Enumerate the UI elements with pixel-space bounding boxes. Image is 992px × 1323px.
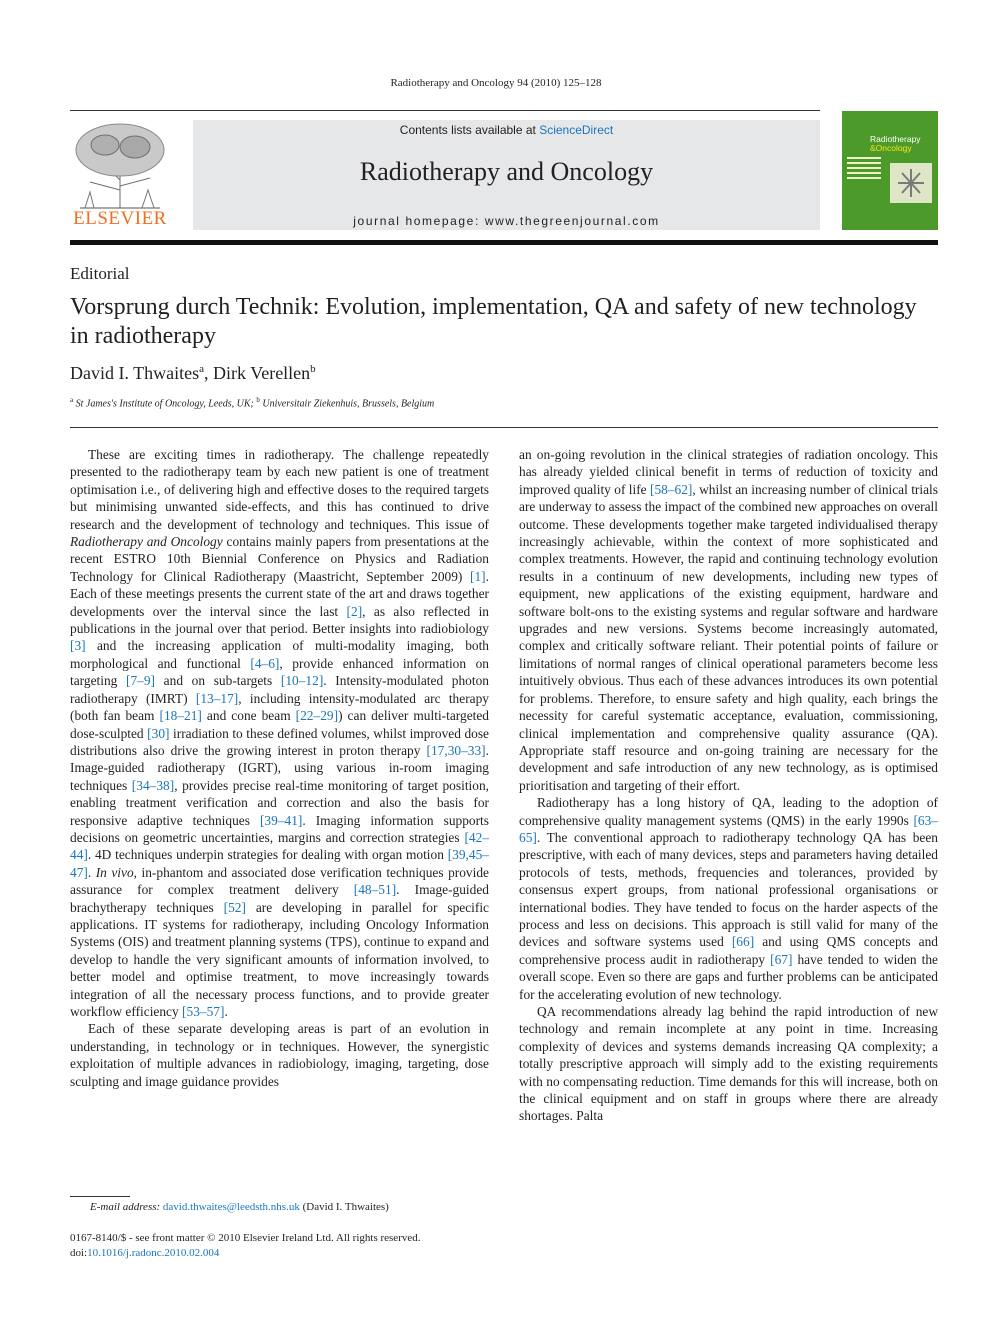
citation-link[interactable]: [1] — [470, 568, 486, 584]
elsevier-wordmark: ELSEVIER — [73, 208, 167, 229]
citation-link[interactable]: [39–41] — [259, 812, 303, 828]
citation-link[interactable]: [7–9] — [126, 673, 156, 689]
footnote-divider — [70, 1196, 130, 1197]
citation-link[interactable]: [53–57] — [182, 1004, 225, 1019]
paragraph: These are exciting times in radiotherapy. The challenge repeatedly presented to the radiotherapy team by each new patient is one of treatment optimisation i.e., of delivering high and effective doses to the required targets but minimising unwanted side-effects, and this has continued to drive research and the development of technology and techniques. This issue of Radiotherapy and Oncology contains mainly papers from presentations at the recent ESTRO 10th Biennial Conference on Physics and Radiation Technology for Clinical Radiotherapy (Maastricht, September 2009) [1]. Each of these meetings presents the current state of the art and draws together developments over the interval since the last [2], as also reflected in publications in the journal over that period. Better insights into radiobiology [3] and the increasing application of multi-modality imaging, both morphological and functional [4–6], provide enhanced information on targeting [7–9] and on sub-targets [10–12]. Intensity-modulated photon radiotherapy (IMRT) [13–17], including intensity-modulated arc therapy (both fan beam [18–21] and cone beam [22–29]) can deliver multi-targeted dose-sculpted [30] irradiation to these defined volumes, whilst improved dose distributions also drive the growing interest in proton therapy [17,30–33]. Image-guided radiotherapy (IGRT), using various in-room imaging techniques [34–38], provides precise real-time monitoring of target position, enabling treatment verification and correction and also the basis for responsive adaptive techniques [39–41]. Imaging information supports decisions on geometric uncertainties, margins and correction strategies [42–44]. 4D techniques underpin strategies for dealing with organ motion [39,45–47]. In vivo, in-phantom and associated dose verification techniques provide assurance for complex treatment delivery [48–51]. Image-guided brachytherapy techniques [52] are developing in parallel for specific applications. IT systems for radiotherapy, including Oncology Information Systems (OIS) and treatment planning systems (TPS), continue to expand and develop to handle the very significant amounts of information involved, to better model and optimise treatment, to move increasingly towards integration of all the necessary process functions, and to provide greater workflow efficiency [53–57]. — [70, 447, 490, 1019]
citation-link[interactable]: [17,30–33] — [426, 742, 486, 758]
citation-link[interactable]: [34–38] — [131, 777, 175, 793]
citation-link[interactable]: [10–12] — [280, 673, 324, 689]
citation-link[interactable]: [63–65] — [519, 812, 938, 845]
contents-prefix: Contents lists available at — [399, 123, 540, 137]
journal-title: Radiotherapy and Oncology — [359, 157, 654, 186]
paragraph: Radiotherapy has a long history of QA, leading to the adoption of comprehensive quality management systems (QMS) in the early 1990s [63–65]. The conventional approach to radiotherapy technology QA has been prescriptive, with each of many devices, steps and parameters having detailed protocols of tests, methods, frequencies and tolerances, provided by consensus expert groups, from national professional organisations or international bodies. They have tended to focus on the harder aspects of the process and less on decisions. This approach is still valid for many of the devices and software systems used [66] and using QMS concepts and comprehensive process audit in radiotherapy [67] have tended to widen the overall scope. Even so there are gaps and further problems can be anticipated for the accelerating evolution of new technology. — [519, 795, 939, 1002]
footnote-email — [90, 1201, 389, 1213]
author-list — [70, 363, 316, 384]
journal-reference: Radiotherapy and Oncology 94 (2010) 125–128 — [390, 77, 602, 89]
copyright-block — [70, 1231, 421, 1261]
journal-cover — [842, 111, 938, 230]
section-label: Editorial — [70, 264, 130, 283]
citation-link[interactable]: [30] — [147, 725, 170, 741]
affil-marker: a — [70, 396, 74, 404]
cover-illustration-icon — [890, 163, 932, 203]
affil-b: Universitair Ziekenhuis, Brussels, Belgium — [262, 398, 435, 410]
contents-line — [193, 123, 820, 137]
top-divider — [70, 110, 820, 111]
cover-line1: Radiotherapy — [870, 134, 921, 144]
body-divider — [70, 427, 938, 428]
citation-link[interactable]: [58–62] — [650, 481, 693, 497]
citation-link[interactable]: [4–6] — [250, 655, 280, 671]
header-rule — [70, 240, 938, 245]
citation-link[interactable]: [18–21] — [159, 708, 202, 724]
citation-link[interactable]: [66] — [731, 934, 755, 950]
email-link[interactable]: david.thwaites@leedsth.nhs.uk — [162, 1201, 300, 1213]
citation-link[interactable]: [22–29] — [295, 708, 339, 724]
email-label: E-mail address: — [90, 1201, 163, 1213]
citation-link[interactable]: [52] — [223, 899, 246, 915]
affiliations — [70, 396, 434, 409]
citation-link[interactable]: [67] — [770, 951, 793, 967]
citation-link[interactable]: [2] — [346, 603, 363, 619]
article-title: Vorsprung durch Technik: Evolution, implementation, QA and safety of new technology in radiotherapy — [70, 294, 917, 349]
sciencedirect-link[interactable]: ScienceDirect — [539, 123, 614, 137]
citation-link[interactable]: [48–51] — [353, 882, 397, 898]
journal-banner — [193, 120, 820, 230]
author-affil-marker: b — [310, 363, 316, 375]
doi-line — [70, 1246, 421, 1261]
citation-link[interactable]: [13–17] — [195, 690, 239, 706]
author-affil-marker: a — [199, 363, 205, 375]
citation-link[interactable]: [39,45–47] — [70, 847, 489, 880]
affil-marker: b — [256, 396, 260, 404]
email-owner: (David I. Thwaites) — [299, 1201, 389, 1213]
journal-homepage[interactable]: journal homepage: www.thegreenjournal.com — [353, 214, 660, 228]
elsevier-logo — [70, 120, 170, 230]
issn-line: 0167-8140/$ - see front matter © 2010 Elsevier Ireland Ltd. All rights reserved. — [70, 1232, 421, 1244]
author-name[interactable]: Dirk Verellen — [213, 363, 311, 383]
citation-link[interactable]: [3] — [70, 638, 86, 654]
paragraph: QA recommendations already lag behind the rapid introduction of new technology and remain incomplete at any point in time. Increasing complexity of devices and systems demands increasing QA complexity; a totally prescriptive approach will simply add to the existing requirements with no compensating reduction. Time demands for this will increase, both on the clinical equipment and on staff in groups where there are already shortages. Palta — [519, 1004, 938, 1124]
tree-icon — [70, 120, 170, 212]
body-column-right — [519, 446, 938, 1125]
body-column-left — [70, 446, 489, 1090]
citation-link[interactable]: [42–44] — [70, 829, 489, 863]
affil-a: St James's Institute of Oncology, Leeds, UK; — [75, 398, 257, 410]
cover-title — [870, 135, 921, 153]
paragraph: an on-going revolution in the clinical strategies of radiation oncology. This has already yielded clinical benefit in terms of reduction of toxicity and improved quality of life [58–62], whilst an increasing number of clinical trials are underway to assess the impact of the combined new approaches on overall outcome. These developments together make targeted individualised therapy increasingly achievable, within the context of more sophisticated and complex treatments. However, the rapid and continuing technology evolution results in a continuum of new developments, including new types of equipment, new applications of the existing equipment, hardware and software bolt-ons to the existing systems and regular software and hardware upgrades and new versions. Systems become increasingly automated, complex and critically software reliant. Their potential points of failure or limitations of normal ranges of clinical operational parameters become less intuitively obvious. Thus each of these advances introduces its own potential for problems. Therefore, to ensure safety and high quality, each brings the necessity for careful systematic acceptance, evaluation, commissioning, clinical implementation and comprehensive quality assurance (QA). Appropriate staff resource and on-going training are necessary for the development and safe introduction of any new technology, as is optimised prioritisation and targeting of their effort. — [519, 447, 938, 793]
paragraph: Each of these separate developing areas is part of an evolution in understanding, in technology or in techniques. However, the synergistic exploitation of multiple advances in radiobiology, imaging, targeting, dose sculpting and image guidance provides — [70, 1021, 489, 1089]
cover-lines — [847, 157, 881, 182]
doi-label: doi: — [70, 1247, 88, 1259]
doi-link[interactable]: 10.1016/j.radonc.2010.02.004 — [87, 1247, 220, 1259]
author-name[interactable]: David I. Thwaites — [70, 363, 200, 383]
author-separator: , — [204, 363, 214, 383]
cover-line2: &Oncology — [870, 143, 912, 153]
